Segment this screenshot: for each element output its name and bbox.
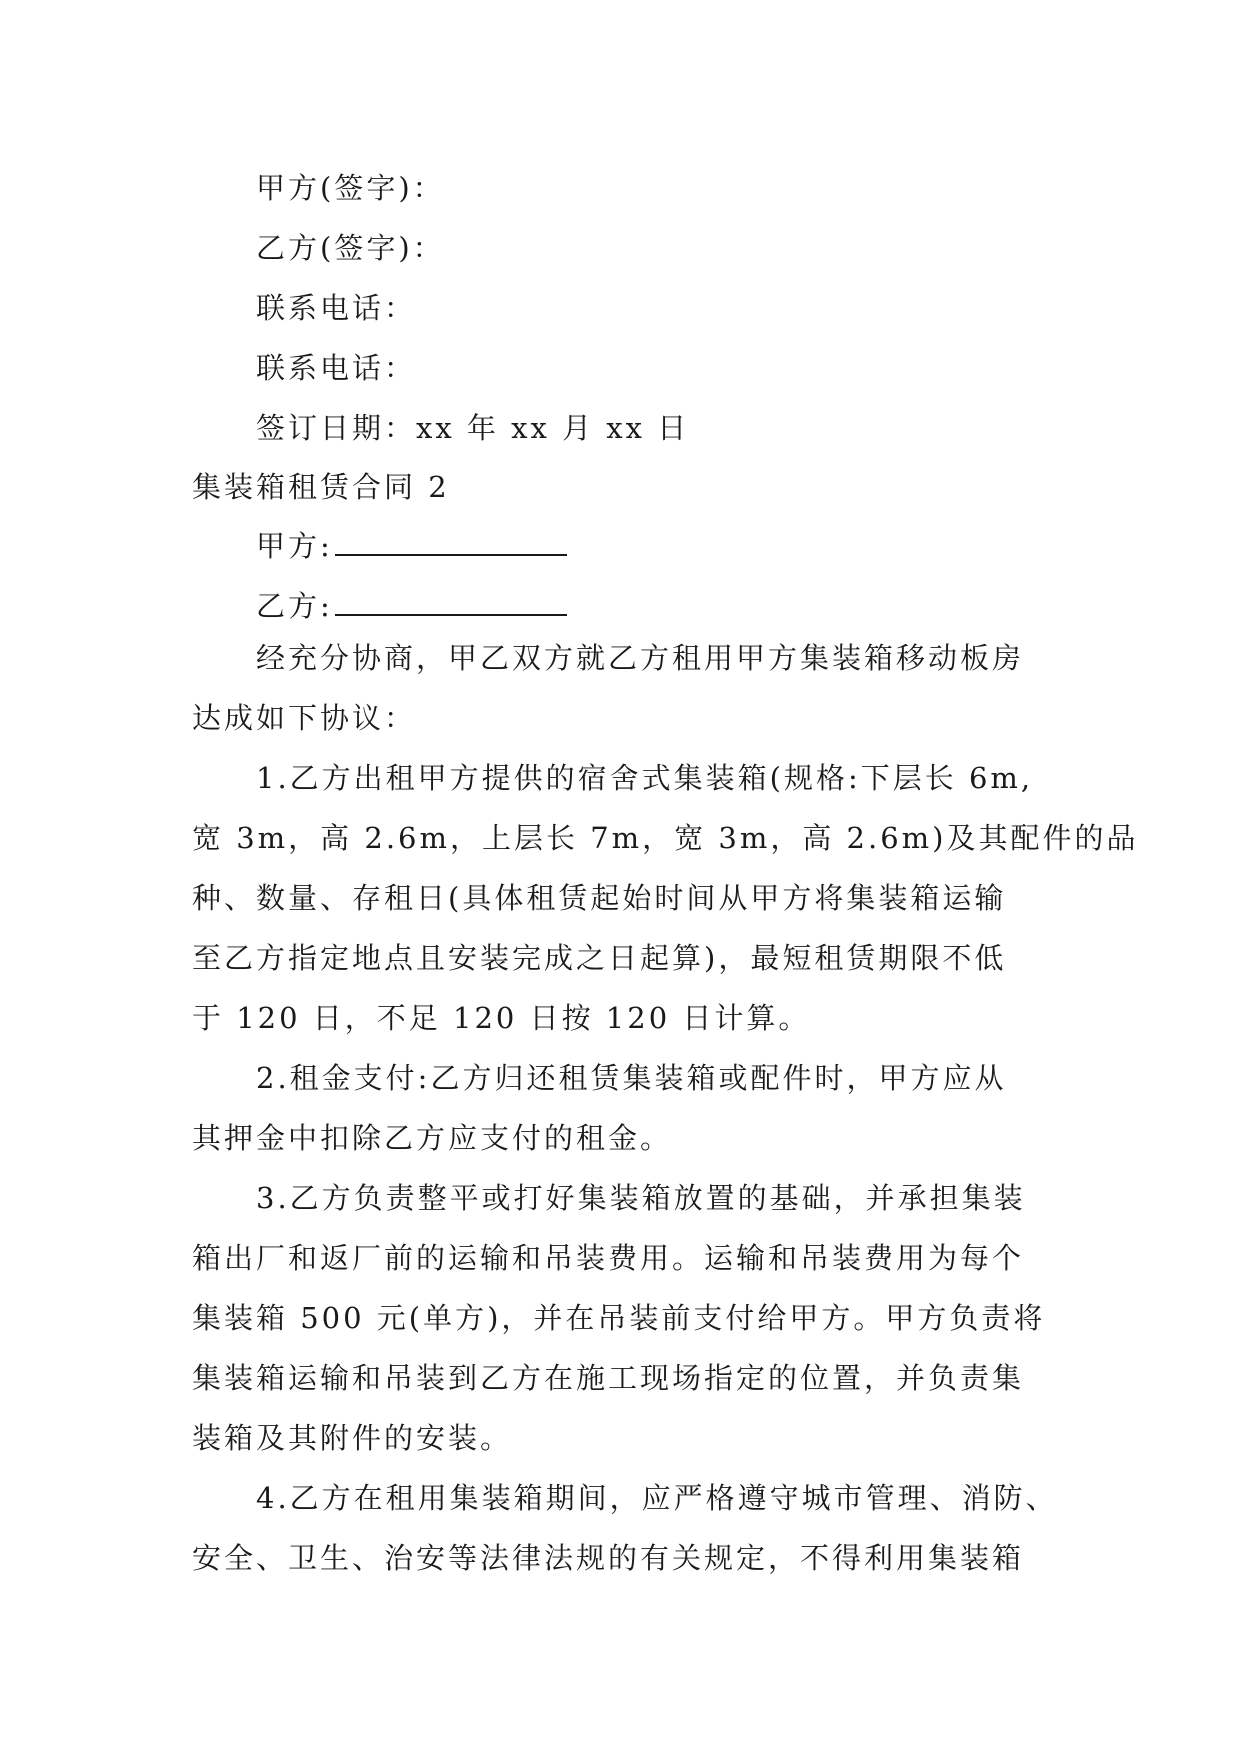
clause-3-paragraph bbox=[192, 1176, 1054, 1476]
intro-paragraph bbox=[192, 636, 1054, 756]
paragraph-line: 集装箱 500 元(单方)，并在吊装前支付给甲方。甲方负责将 bbox=[192, 1301, 1046, 1335]
party-a-signature-line: 甲方(签字)： bbox=[256, 171, 445, 205]
paragraph-line: 达成如下协议： bbox=[192, 701, 417, 735]
paragraph-line: 集装箱运输和吊装到乙方在施工现场指定的位置，并负责集 bbox=[192, 1361, 1025, 1395]
clause-2-paragraph bbox=[192, 1056, 1054, 1176]
paragraph-line: 于 120 日，不足 120 日按 120 日计算。 bbox=[192, 1001, 811, 1035]
paragraph-line: 宽 3m，高 2.6m，上层长 7m，宽 3m，高 2.6m)及其配件的品 bbox=[192, 821, 1139, 855]
paragraph-line: 3.乙方负责整平或打好集装箱放置的基础，并承担集装 bbox=[256, 1181, 1026, 1215]
party-b-blank-field bbox=[335, 588, 567, 616]
paragraph-line: 2.租金支付:乙方归还租赁集装箱或配件时，甲方应从 bbox=[256, 1061, 1007, 1095]
party-b-signature-line: 乙方(签字)： bbox=[256, 231, 445, 265]
paragraph-line: 其押金中扣除乙方应支付的租金。 bbox=[192, 1121, 673, 1155]
paragraph-line: 种、数量、存租日(具体租赁起始时间从甲方将集装箱运输 bbox=[192, 881, 1007, 915]
paragraph-line: 箱出厂和返厂前的运输和吊装费用。运输和吊装费用为每个 bbox=[192, 1241, 1025, 1275]
clause-4-paragraph bbox=[192, 1476, 1058, 1596]
paragraph-line: 4.乙方在租用集装箱期间，应严格遵守城市管理、消防、 bbox=[256, 1481, 1058, 1515]
clause-1-paragraph bbox=[192, 756, 1139, 1056]
party-a-line bbox=[192, 516, 1054, 576]
party-a-label: 甲方: bbox=[256, 529, 333, 563]
document-content bbox=[192, 158, 1139, 1596]
paragraph-line: 经充分协商，甲乙双方就乙方租用甲方集装箱移动板房 bbox=[256, 641, 1025, 675]
contact-phone-line: 联系电话： bbox=[256, 351, 417, 385]
paragraph-line: 至乙方指定地点且安装完成之日起算)，最短租赁期限不低 bbox=[192, 941, 1007, 975]
contact-phone-line: 联系电话： bbox=[256, 291, 417, 325]
party-a-blank-field bbox=[335, 528, 567, 556]
party-b-label: 乙方: bbox=[256, 589, 333, 623]
paragraph-line: 1.乙方出租甲方提供的宿舍式集装箱(规格:下层长 6m, bbox=[256, 761, 1034, 795]
paragraph-line: 装箱及其附件的安装。 bbox=[192, 1421, 513, 1455]
contract-title: 集装箱租赁合同 2 bbox=[192, 470, 450, 504]
party-b-line bbox=[192, 576, 1054, 636]
paragraph-line: 安全、卫生、治安等法律法规的有关规定，不得利用集装箱 bbox=[192, 1541, 1025, 1575]
signing-date-line: 签订日期：xx 年 xx 月 xx 日 bbox=[256, 411, 690, 445]
